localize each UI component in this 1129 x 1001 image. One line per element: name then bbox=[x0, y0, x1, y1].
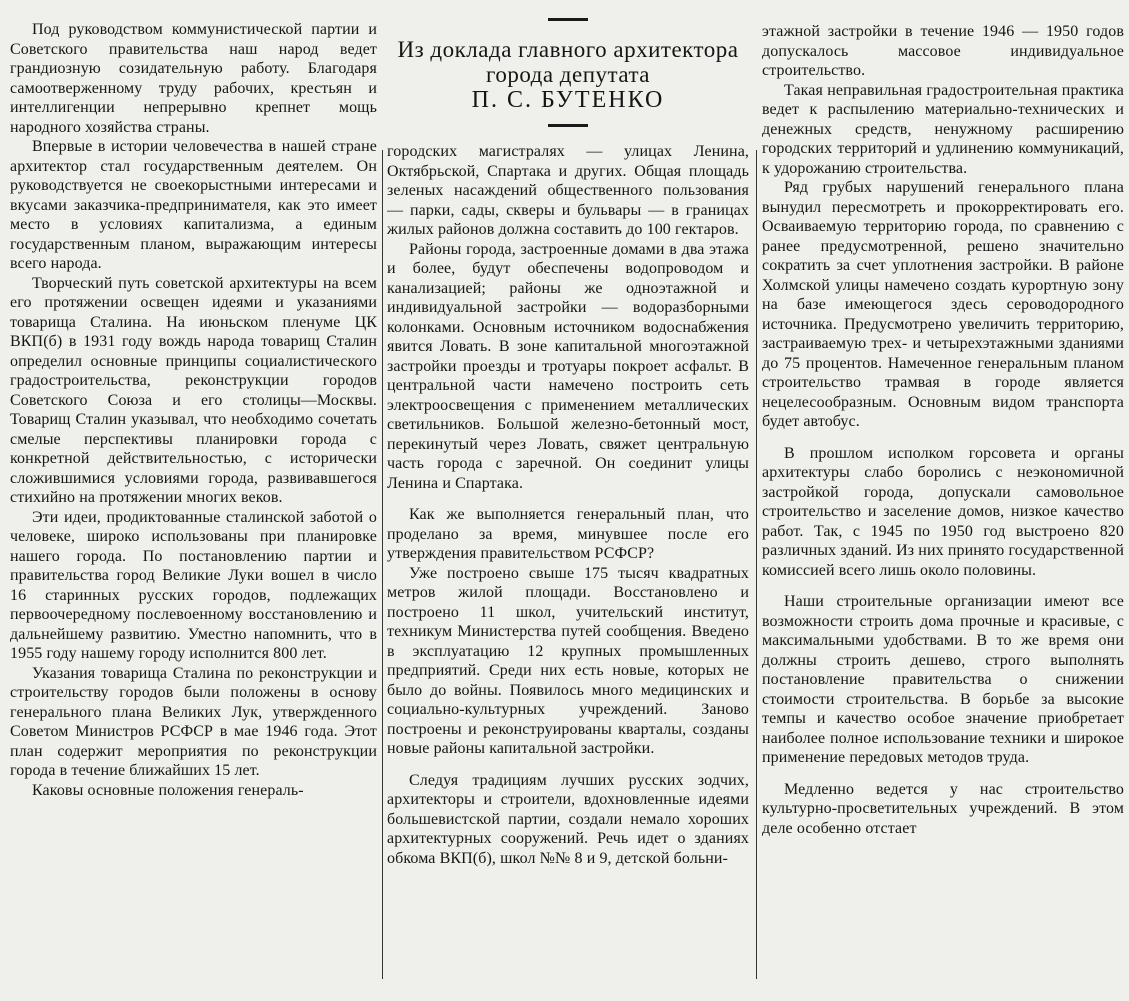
right-column bbox=[762, 0, 1124, 1001]
paragraph: Эти идеи, продиктованные сталинской заботой о человеке, широко использованы при планировке нашего города. По постановлению партии и правительства город Великие Луки вошел в число 16 старинных русских городов, подлежащих первоочередному послевоенному восстановлению и дальнейшему развитию. Уместно напомнить, что в 1955 году нашему городу исполнится 800 лет. bbox=[10, 508, 377, 662]
paragraph: Районы города, застроенные домами в два этажа и более, будут обеспечены водопроводом и канализацией; районы же одноэтажной и индивидуальной застройки — водоразборными колонками. Основным источником водоснабжения явится Ловать. В зоне капитальной многоэтажной застройки проезды и тротуары покроет асфальт. В центральной части намечено построить сеть электроосвещения с применением металлических светильников. Большой железно-бетонный мост, перекинутый через Ловать, свяжет центральную часть города с заречной. Он соединит улицы Ленина и Спартака. bbox=[387, 240, 749, 492]
paragraph-gap bbox=[762, 768, 1124, 780]
paragraph: Наши строительные организации имеют все возможности строить дома прочные и красивые, с максимальными удобствами. В то же время они должны строить дешево, строго выполнять постановление правительства о снижении стоимости строительства. В борьбе за высокие темпы и качество особое значение приобретает наиболее полное использование техники и широкое применение передовых методов труда. bbox=[762, 593, 1124, 766]
paragraph: Уже построено свыше 175 тысяч квадратных метров жилой площади. Восстановлено и построено 11 школ, учительский институт, техникум Министерства путей сообщения. Введено в эксплуатацию 12 крупных промышленных предприятий. Среди них есть новые, которых не было до войны. Появилось много медицинских и социально-культурных учреждений. Заново построены и реконструированы кварталы, созданы новые районы капитальной застройки. bbox=[387, 564, 749, 757]
paragraph: В прошлом исполком горсовета и органы архитектуры слабо боролись с неэкономичной застройкой города, допускали самовольное строительство и заселение домов, низкое качество работ. Так, с 1945 по 1950 год выстроено 820 различных зданий. Из них принято государственной комиссией всего лишь около половины. bbox=[762, 444, 1124, 579]
paragraph: Следуя традициям лучших русских зодчих, архитекторы и строители, вдохновленные идеями большевистской партии, создали немало хороших архитектурных сооружений. Речь идет о зданиях обкома ВКП(б), школ №№ 8 и 9, детской больни- bbox=[387, 771, 749, 867]
left-column bbox=[10, 0, 377, 999]
column-divider bbox=[756, 150, 757, 979]
paragraph: городских магистралях — улицах Ленина, Октябрьской, Спартака и других. Общая площадь зеленых насаждений общественного пользования — парки, сады, скверы и бульвары — в границах жилых районов должна составить до 100 гектаров. bbox=[387, 143, 749, 238]
paragraph: Как же выполняется генеральный план, что проделано за время, минувшее после его утверждения правительством РСФСР? bbox=[387, 506, 749, 562]
paragraph: Под руководством коммунистической партии и Советского правительства наш народ ведет грандиозную созидательную работу. Благодаря самоотверженному труду рабочих, крестьян и интеллигенции непрерывно крепнет мощь народного хозяйства страны. bbox=[10, 21, 377, 136]
paragraph-gap bbox=[387, 759, 749, 771]
paragraph: Медленно ведется у нас строительство культурно-просветительных учреждений. В этом деле особенно отстает bbox=[762, 780, 1124, 837]
paragraph: Каковы основные положения генераль- bbox=[32, 781, 304, 799]
paragraph: Впервые в истории человечества в нашей стране архитектор стал государственным деятелем. Он руководствуется не своекорыстными интересами и вкусами заказчика-предпринимателя, как это имеет место в условиях капитализма, а единым государственным планом, выражающим интересы всего народа. bbox=[10, 138, 377, 272]
paragraph-gap bbox=[762, 580, 1124, 592]
paragraph-gap bbox=[387, 493, 749, 505]
headline-title: Из доклада главного архитектора города депутата bbox=[397, 37, 739, 87]
heading-rule bbox=[548, 18, 588, 21]
paragraph: этажной застройки в течение 1946 — 1950 годов допускалось массовое индивидуальное строительство. bbox=[762, 23, 1124, 79]
middle-column bbox=[387, 0, 749, 979]
heading-rule bbox=[548, 124, 588, 127]
paragraph: Указания товарища Сталина по реконструкции и строительству городов были положены в основу генерального плана Великих Лук, утвержденного Советом Министров РСФСР в мае 1946 года. Этот план содержит мероприятия по реконструкции города в течение ближайших 15 лет. bbox=[10, 664, 377, 779]
middle-column-text bbox=[387, 132, 749, 868]
column-divider bbox=[382, 150, 383, 979]
headline-name: П. С. БУТЕНКО bbox=[471, 87, 665, 113]
paragraph-gap bbox=[762, 432, 1124, 444]
paragraph: Такая неправильная градостроительная практика ведет к распылению материально-технических и денежных средств, ненужному расширению городских территорий и удлинению коммуникаций, к удорожанию строительства. bbox=[762, 81, 1124, 177]
paragraph: Ряд грубых нарушений генерального плана вынудил пересмотреть и прокорректировать его. Осваиваемую территорию города, по сравнению с ранее предусмотренной, решено значительно сократить за счет уплотнения застройки. В районе Холмской улицы намечено создать курортную зону на базе имеющегося здесь сероводородного источника. Предусмотрено увеличить территорию, застраиваемую трех- и четырехэтажными зданиями до 75 процентов. Намеченное генеральным планом строительство трамвая в городе является нецелесообразным. Основным видом транспорта будет автобус. bbox=[762, 179, 1124, 430]
paragraph: Творческий путь советской архитектуры на всем его протяжении освещен идеями и указаниями товарища Сталина. На июньском пленуме ЦК ВКП(б) в 1931 году вождь народа товарищ Сталин определил основные принципы социалистического градостроительства, реконструкции городов Советского Союза и его столицы—Москвы. Товарищ Сталин указывал, что необходимо сочетать смелые перспективы планировки города с конкретной действительностью, с исторически сложившимися условиями города, развивавшегося стихийно на протяжении многих веков. bbox=[10, 274, 377, 506]
article-heading bbox=[387, 0, 749, 132]
